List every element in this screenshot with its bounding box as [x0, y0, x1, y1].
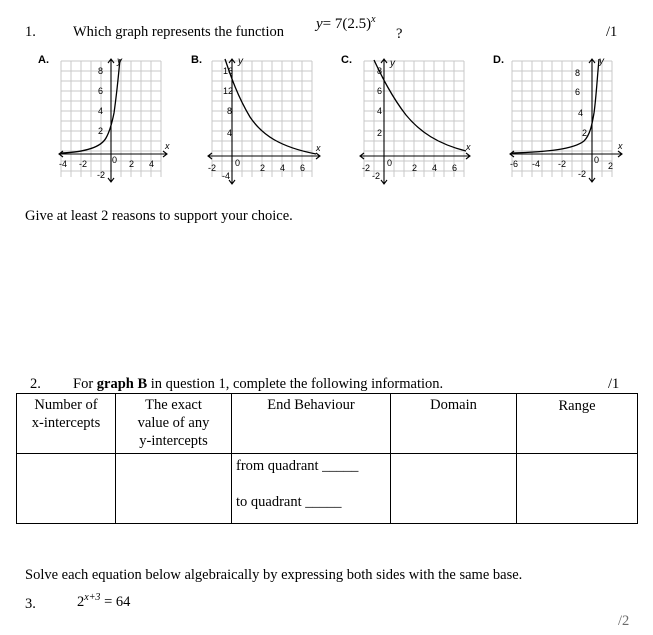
graph-c-y-tick: -2: [372, 171, 381, 181]
graph-a: [57, 55, 175, 187]
answer-x-intercepts[interactable]: [17, 454, 116, 524]
graph-b-info-table: [16, 393, 638, 524]
q2-number: 2.: [30, 376, 41, 392]
answer-y-intercepts[interactable]: [116, 454, 232, 524]
graph-c-y-tick: 2: [377, 128, 383, 138]
header-x-intercepts-line1: Number of: [34, 397, 98, 413]
graph-c-x-tick: 2: [412, 163, 418, 173]
graph-c-x-tick: -2: [362, 163, 371, 173]
graph-b-y-tick: 4: [227, 128, 233, 138]
answer-end-behaviour[interactable]: [232, 454, 391, 524]
to-quadrant-blank[interactable]: _____: [305, 494, 342, 510]
graph-d-curve: [512, 59, 599, 153]
q1-number: 1.: [25, 24, 36, 40]
graph-d-y-tick: -2: [578, 169, 587, 179]
graph-d-label: D.: [493, 54, 504, 66]
from-quadrant-line: [236, 457, 358, 475]
answer-domain[interactable]: [391, 454, 517, 524]
q3-number: 3.: [25, 596, 36, 612]
graph-c-y-tick: 6: [377, 86, 383, 96]
header-x-intercepts: [17, 394, 116, 454]
q2-score: /1: [608, 376, 620, 392]
graph-a-y-tick: 2: [98, 126, 104, 136]
graph-b-y-tick: 16: [223, 66, 234, 76]
graph-c-y-tick: 8: [377, 66, 383, 76]
graph-d-x-tick: 0: [594, 155, 600, 165]
graph-d-x-tick: -2: [558, 159, 567, 169]
q1-question-mark: ?: [396, 26, 403, 42]
header-y-intercepts-line2: value of any: [137, 415, 210, 431]
header-range: Range: [517, 394, 638, 454]
graph-b-x-label: x: [316, 143, 321, 153]
header-y-intercepts-line3: y-intercepts: [139, 433, 208, 449]
graph-d-y-tick: 2: [582, 128, 588, 138]
to-quadrant-label: to quadrant: [236, 494, 302, 510]
graph-c-x-label: x: [466, 142, 471, 152]
q3-instruction: Solve each equation below algebraically by expressing both sides with the same base.: [25, 567, 523, 583]
graph-b-x-tick: 2: [260, 163, 266, 173]
graph-b-x-tick: -2: [208, 163, 217, 173]
graph-a-y-tick: 4: [98, 106, 104, 116]
from-quadrant-label: from quadrant: [236, 458, 319, 474]
graph-a-x-tick: -2: [79, 159, 88, 169]
graph-d-y-label: y: [599, 56, 604, 67]
graph-d-y-tick: 4: [578, 108, 584, 118]
q2-prompt-post: in question 1, complete the following information.: [150, 376, 444, 392]
graph-a-x-tick: 0: [112, 155, 118, 165]
graph-c-curve: [374, 60, 466, 151]
q3-base: 2: [77, 593, 85, 610]
graph-d-x-tick: -4: [532, 159, 541, 169]
graph-a-y-tick: -2: [97, 170, 106, 180]
graph-c-y-tick: 4: [377, 106, 383, 116]
q1-function: [316, 14, 376, 33]
graph-b-y-tick: 8: [227, 106, 233, 116]
graph-a-x-tick: 2: [129, 159, 135, 169]
graph-d-y-tick: 6: [575, 87, 581, 97]
graph-a-y-tick: 8: [98, 66, 104, 76]
q2-prompt-pre: For: [73, 376, 94, 392]
header-domain: Domain: [391, 394, 517, 454]
graph-d-x-tick: 2: [608, 161, 614, 171]
table-header-row: [17, 394, 638, 454]
header-x-intercepts-line2: x-intercepts: [31, 415, 101, 431]
graph-b: [204, 55, 326, 187]
q3-score: /2: [618, 613, 630, 629]
graph-a-x-tick: 4: [149, 159, 155, 169]
graph-b-x-tick: 6: [300, 163, 306, 173]
graph-b-y-label: y: [238, 56, 243, 67]
graph-a-y-tick: 6: [98, 86, 104, 96]
graph-d-x-tick: -6: [510, 159, 519, 169]
graph-b-label: B.: [191, 54, 202, 66]
header-end-behaviour: End Behaviour: [232, 394, 391, 454]
graph-b-grid: [212, 61, 312, 177]
function-exponent: x: [371, 14, 376, 25]
graph-c-x-tick: 4: [432, 163, 438, 173]
function-eq: = 7(2.5): [322, 16, 372, 32]
q1-prompt: Which graph represents the function: [73, 24, 284, 40]
graph-c: [356, 55, 476, 187]
q3-exponent: x+3: [84, 592, 101, 603]
header-y-intercepts-line1: The exact: [145, 397, 202, 413]
graph-a-x-tick: -4: [59, 159, 68, 169]
from-quadrant-blank[interactable]: _____: [322, 458, 359, 474]
graph-a-y-label: y: [117, 56, 122, 67]
graph-a-label: A.: [38, 54, 49, 66]
graph-a-x-label: x: [165, 141, 170, 151]
graph-b-y-tick: 12: [223, 86, 234, 96]
graph-c-x-tick: 0: [387, 158, 393, 168]
q2-prompt-bold: graph B: [96, 376, 148, 392]
graph-d: [508, 55, 628, 187]
graph-c-grid: [364, 61, 464, 177]
graph-c-x-tick: 6: [452, 163, 458, 173]
graph-d-x-label: x: [618, 141, 623, 151]
q1-score: /1: [606, 24, 618, 40]
q3-equation: [77, 592, 130, 611]
reasons-prompt: Give at least 2 reasons to support your choice.: [25, 208, 293, 224]
graph-c-y-label: y: [390, 58, 395, 69]
to-quadrant-line: [236, 493, 342, 511]
graph-b-y-tick: -4: [222, 171, 231, 181]
table-answer-row: [17, 454, 638, 524]
q3-rhs: = 64: [104, 593, 131, 610]
answer-range[interactable]: [517, 454, 638, 524]
q2-prompt: [73, 376, 443, 393]
graph-b-x-tick: 0: [235, 158, 241, 168]
header-y-intercepts: [116, 394, 232, 454]
graph-b-x-tick: 4: [280, 163, 286, 173]
graph-c-label: C.: [341, 54, 352, 66]
graph-d-y-tick: 8: [575, 68, 581, 78]
function-lhs: y: [316, 16, 323, 32]
